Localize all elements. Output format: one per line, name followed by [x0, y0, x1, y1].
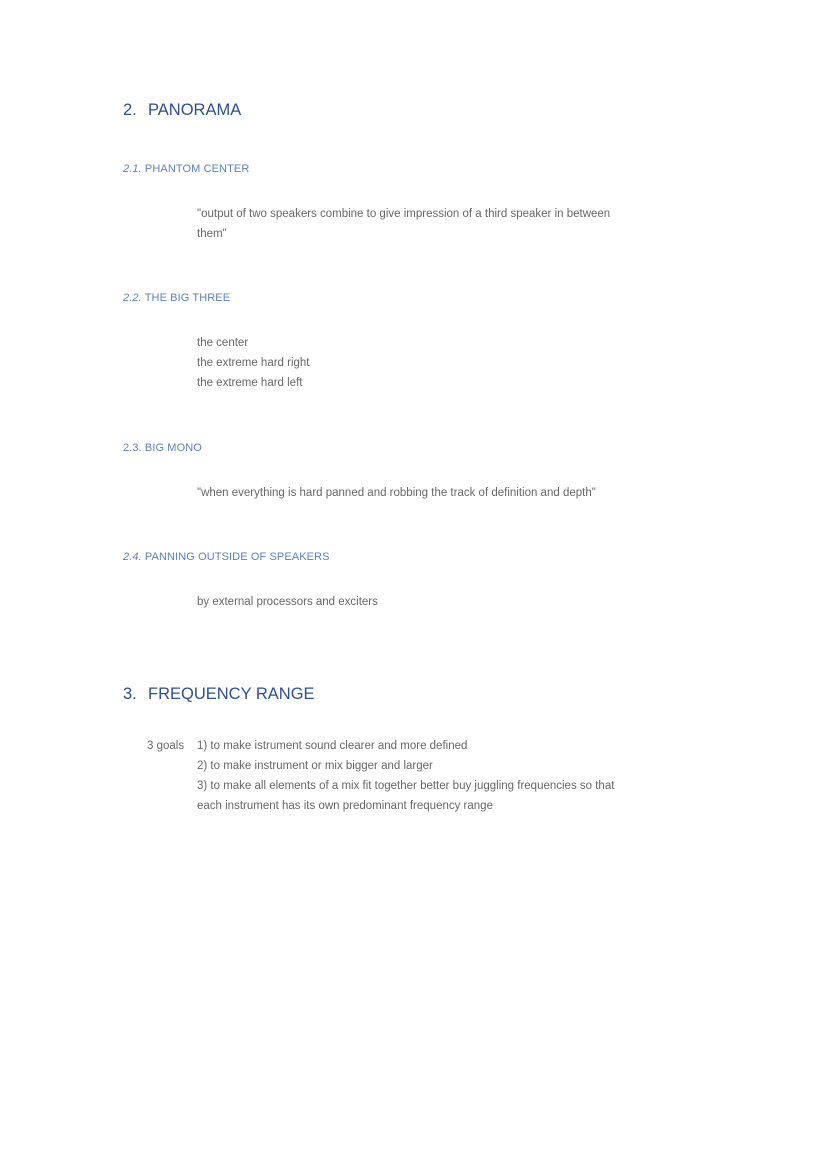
list-item: 1) to make istrument sound clearer and more defined — [197, 740, 468, 752]
section-number: 2. — [123, 101, 137, 119]
subsection-heading-panning-outside — [123, 551, 330, 563]
subsection-title: PANNING OUTSIDE OF SPEAKERS — [144, 551, 330, 563]
goals-list — [197, 736, 614, 816]
big-mono-quote — [197, 483, 596, 503]
subsection-number: 2.2. — [123, 292, 142, 304]
text-line: them" — [197, 228, 227, 240]
list-item: each instrument has its own predominant frequency range — [197, 800, 493, 812]
section-number: 3. — [123, 685, 137, 703]
text-line: "output of two speakers combine to give impression of a third speaker in between — [197, 208, 611, 220]
list-item: 2) to make instrument or mix bigger and larger — [197, 760, 433, 772]
section-title: FREQUENCY RANGE — [148, 685, 315, 703]
subsection-number: 2.1. — [123, 163, 142, 175]
subsection-title: PHANTOM CENTER — [144, 163, 250, 175]
subsection-title: BIG MONO — [144, 442, 202, 454]
subsection-heading-big-three — [123, 292, 230, 304]
subsection-number: 2.3. — [123, 442, 142, 454]
subsection-title: THE BIG THREE — [144, 292, 231, 304]
section-heading-panorama — [123, 101, 241, 120]
list-item: the center — [197, 337, 249, 349]
panning-outside-text — [197, 592, 378, 612]
section-title: PANORAMA — [148, 101, 242, 119]
list-item: the extreme hard left — [197, 377, 303, 389]
section-heading-frequency-range — [123, 685, 315, 704]
goals-label: 3 goals — [147, 740, 185, 752]
subsection-number: 2.4. — [123, 551, 142, 563]
phantom-center-quote — [197, 204, 610, 244]
subsection-heading-phantom-center — [123, 163, 249, 175]
text-line: by external processors and exciters — [197, 596, 378, 608]
list-item: the extreme hard right — [197, 357, 310, 369]
big-three-list — [197, 333, 310, 393]
list-item: 3) to make all elements of a mix fit together better buy juggling frequencies so that — [197, 780, 615, 792]
text-line: "when everything is hard panned and robbing the track of definition and depth" — [197, 487, 596, 499]
subsection-heading-big-mono — [123, 442, 202, 454]
